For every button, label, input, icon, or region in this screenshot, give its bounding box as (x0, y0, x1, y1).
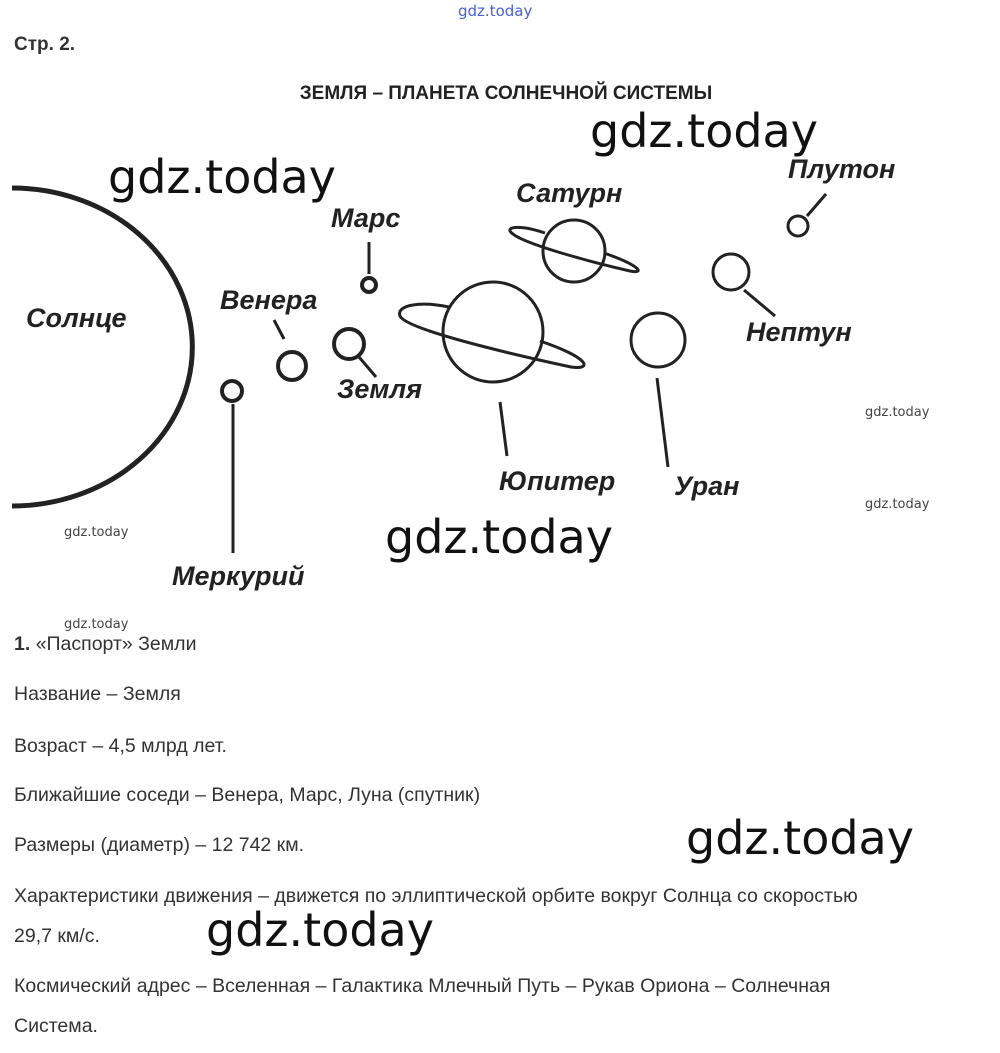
pluto-leader (807, 194, 826, 216)
saturn-label: Сатурн (516, 178, 623, 208)
jupiter-leader (500, 402, 507, 456)
passport-address-line1: Космический адрес – Вселенная – Галактика Млечный Путь – Рукав Ориона – Солнечная (14, 975, 831, 997)
watermark: gdz.today (865, 497, 930, 512)
watermark: gdz.today (590, 104, 818, 158)
venus-leader (274, 320, 284, 339)
uranus-label: Уран (674, 471, 740, 501)
passport-neighbors: Ближайшие соседи – Венера, Марс, Луна (спутник) (14, 784, 481, 806)
passport-heading (14, 632, 999, 656)
pluto-shape (788, 216, 808, 236)
passport-motion-line1: Характеристики движения – движется по эллиптической орбите вокруг Солнца со скоростью (14, 885, 858, 907)
pluto-label: Плутон (788, 154, 896, 184)
mercury-shape (222, 381, 242, 401)
exercise-title: «Паспорт» Земли (35, 633, 197, 655)
passport-motion-line2: 29,7 км/с. (14, 925, 100, 947)
watermark-top: gdz.today (458, 2, 533, 20)
watermark: gdz.today (206, 903, 434, 957)
mercury-label: Меркурий (172, 561, 305, 591)
mars-shape (362, 278, 376, 292)
venus-shape (278, 352, 306, 380)
passport-size: Размеры (диаметр) – 12 742 км. (14, 834, 305, 856)
sun-shape (12, 188, 192, 506)
jupiter-label: Юпитер (499, 466, 616, 496)
jupiter-shape (443, 282, 543, 382)
passport-age: Возраст – 4,5 млрд лет. (14, 735, 227, 757)
watermark: gdz.today (865, 405, 930, 420)
sun-label: Солнце (26, 303, 127, 333)
venus-label: Венера (220, 285, 318, 315)
uranus-shape (631, 313, 685, 367)
watermark: gdz.today (108, 150, 336, 204)
watermark: gdz.today (64, 617, 129, 632)
page-label: Стр. 2. (14, 34, 76, 55)
page-title: ЗЕМЛЯ – ПЛАНЕТА СОЛНЕЧНОЙ СИСТЕМЫ (299, 83, 713, 104)
neptune-label: Нептун (746, 317, 852, 347)
passport-name: Название – Земля (14, 683, 181, 705)
passport-address-line2: Система. (14, 1015, 98, 1037)
earth-shape (334, 329, 364, 359)
watermark: gdz.today (686, 811, 914, 865)
neptune-shape (713, 254, 749, 290)
watermark: gdz.today (385, 510, 613, 564)
mars-label: Марс (331, 203, 401, 233)
earth-label: Земля (337, 374, 423, 404)
exercise-number: 1. (14, 633, 31, 655)
watermark: gdz.today (64, 525, 129, 540)
neptune-leader (744, 290, 775, 316)
uranus-leader (657, 378, 668, 467)
